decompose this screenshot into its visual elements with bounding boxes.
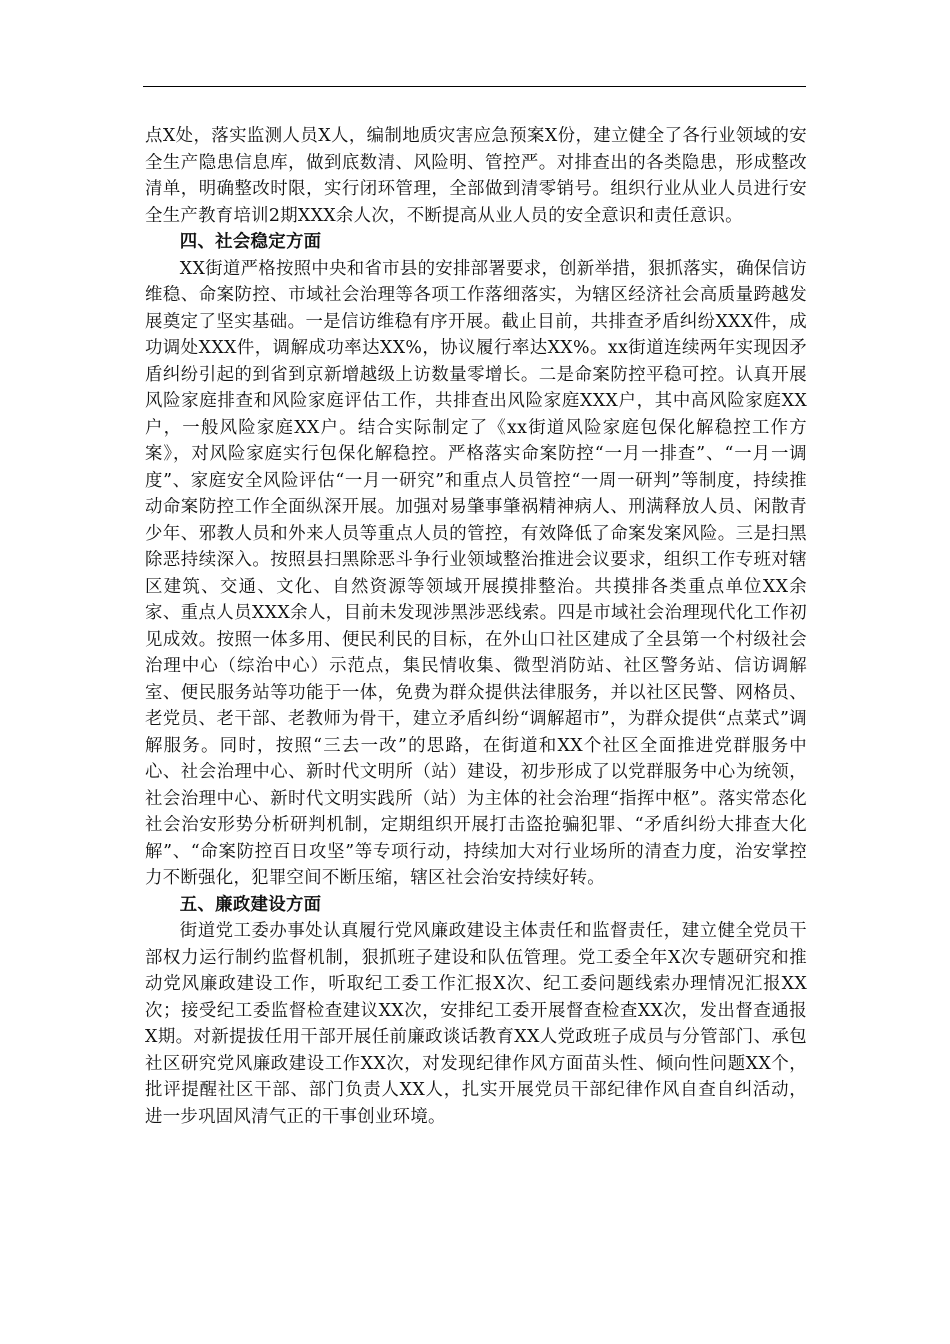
paragraph-integrity: 街道党工委办事处认真履行党风廉政建设主体责任和监督责任，建立健全党员干部权力运行制约监督机制，狠抓班子建设和队伍管理。党工委全年X次专题研究和推动党风廉政建设工作，听取纪工委工作汇报X次、纪工委问题线索办理情况汇报XX次；接受纪工委监督检查建议XX次，安排纪工委开展督查检查XX次，发出督查通报X期。对新提拔任用干部开展任前廉政谈话教育XX人党政班子成员与分管部门、承包社区研究党风廉政建设工作XX次，对发现纪律作风方面苗头性、倾向性问题XX个，批评提醒社区干部、部门负责人XX人，扎实开展党员干部纪律作风自查自纠活动，进一步巩固风清气正的干事创业环境。 — [145, 921, 807, 1127]
paragraph-safety-continued: 点X处，落实监测人员X人，编制地质灾害应急预案X份，建立健全了各行业领域的安全生产隐患信息库，做到底数清、风险明、管控严。对排查出的各类隐患，形成整改清单，明确整改时限，实行闭环管理，全部做到清零销号。组织行业从业人员进行安全生产教育培训2期XXX余人次，不断提高从业人员的安全意识和责任意识。 — [145, 126, 807, 226]
header-rule — [143, 86, 806, 87]
section-heading-social-stability: 四、社会稳定方面 — [179, 232, 322, 252]
document-body — [145, 123, 807, 1130]
paragraph-social-stability: XX街道严格按照中央和省市县的安排部署要求，创新举措，狠抓落实，确保信访维稳、命案防控、市域社会治理等各项工作落细落实，为辖区经济社会高质量跨越发展奠定了坚实基础。一是信访维稳有序开展。截止目前，共排查矛盾纠纷XXX件，成功调处XXX件，调解成功率达XX%，协议履行率达XX%。xx街道连续两年实现因矛盾纠纷引起的到省到京新增越级上访数量零增长。二是命案防控平稳可控。认真开展风险家庭排查和风险家庭评估工作，共排查出风险家庭XXX户，其中高风险家庭XX户，一般风险家庭XX户。结合实际制定了《xx街道风险家庭包保化解稳控工作方案》，对风险家庭实行包保化解稳控。严格落实命案防控“一月一排查”、“一月一调度”、家庭安全风险评估“一月一研究”和重点人员管控“一周一研判”等制度，持续推动命案防控工作全面纵深开展。加强对易肇事肇祸精神病人、刑满释放人员、闲散青少年、邪教人员和外来人员等重点人员的管控，有效降低了命案发案风险。三是扫黑除恶持续深入。按照县扫黑除恶斗争行业领域整治推进会议要求，组织工作专班对辖区建筑、交通、文化、自然资源等领域开展摸排整治。共摸排各类重点单位XX余家、重点人员XXX余人，目前未发现涉黑涉恶线索。四是市域社会治理现代化工作初见成效。按照一体多用、便民利民的目标，在外山口社区建成了全县第一个村级社会治理中心（综治中心）示范点，集民情收集、微型消防站、社区警务站、信访调解室、便民服务站等功能于一体，免费为群众提供法律服务，并以社区民警、网格员、老党员、老干部、老教师为骨干，建立矛盾纠纷“调解超市”，为群众提供“点菜式”调解服务。同时，按照“三去一改”的思路，在街道和XX个社区全面推进党群服务中心、社会治理中心、新时代文明所（站）建设，初步形成了以党群服务中心为统领，社会治理中心、新时代文明实践所（站）为主体的社会治理“指挥中枢”。落实常态化社会治安形势分析研判机制，定期组织开展打击盗抢骗犯罪、“矛盾纠纷大排查大化解”、“命案防控百日攻坚”等专项行动，持续加大对行业场所的清查力度，治安掌控力不断强化，犯罪空间不断压缩，辖区社会治安持续好转。 — [145, 258, 808, 888]
section-heading-integrity: 五、廉政建设方面 — [179, 894, 322, 915]
